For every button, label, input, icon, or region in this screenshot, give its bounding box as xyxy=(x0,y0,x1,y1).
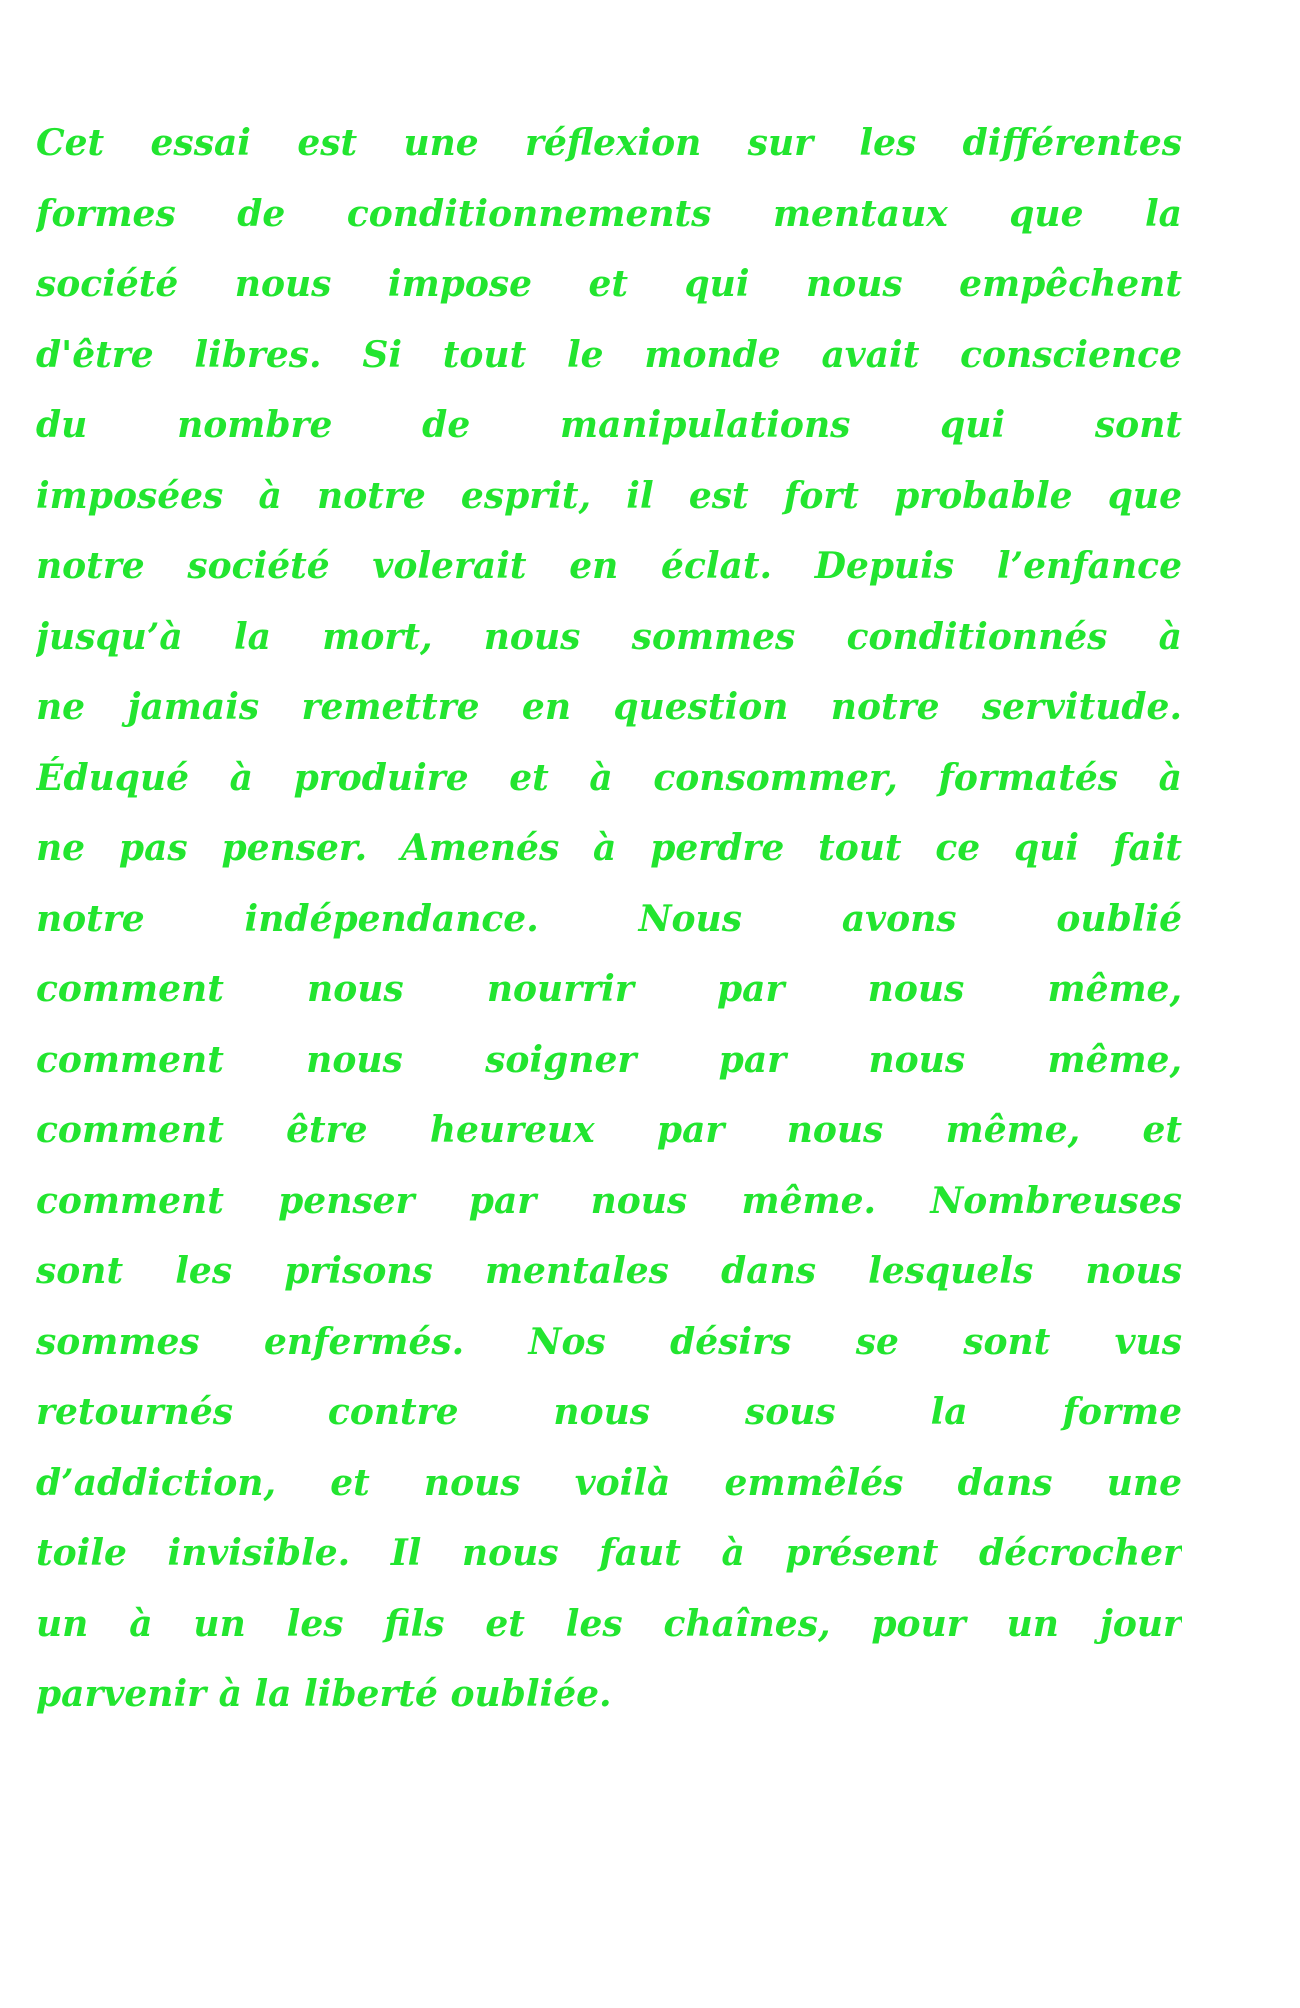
text-line-12: notre indépendance. Nous avons oublié xyxy=(36,897,1182,940)
text-line-14: comment nous soigner par nous même, xyxy=(36,1038,1182,1081)
text-line-10: Éduqué à produire et à consommer, formatés à xyxy=(36,756,1182,799)
text-line-15: comment être heureux par nous même, et xyxy=(36,1109,1182,1151)
essay-paragraph xyxy=(36,108,1182,1730)
text-line-22: un à un les fils et les chaînes, pour un jour xyxy=(36,1602,1182,1645)
text-line-23: parvenir à la liberté oubliée. xyxy=(36,1673,612,1715)
text-line-16: comment penser par nous même. Nombreuses xyxy=(36,1179,1182,1222)
text-line-13: comment nous nourrir par nous même, xyxy=(36,968,1182,1010)
text-line-3: société nous impose et qui nous empêchent xyxy=(36,263,1182,305)
text-line-6: imposées à notre esprit, il est fort probable que xyxy=(36,474,1182,517)
text-line-2: formes de conditionnements mentaux que la xyxy=(36,192,1182,235)
text-line-11: ne pas penser. Amenés à perdre tout ce qui fait xyxy=(36,827,1182,869)
text-line-8: jusqu’à la mort, nous sommes conditionnés à xyxy=(36,615,1182,658)
text-line-20: d’addiction, et nous voilà emmêlés dans une xyxy=(36,1461,1182,1504)
text-line-19: retournés contre nous sous la forme xyxy=(36,1391,1182,1433)
text-line-9: ne jamais remettre en question notre servitude. xyxy=(36,686,1182,728)
text-line-4: d'être libres. Si tout le monde avait conscience xyxy=(36,333,1182,376)
text-line-7: notre société volerait en éclat. Depuis l’enfance xyxy=(36,545,1182,587)
text-line-5: du nombre de manipulations qui sont xyxy=(36,404,1182,446)
text-line-18: sommes enfermés. Nos désirs se sont vus xyxy=(36,1320,1182,1363)
text-line-1: Cet essai est une réflexion sur les différentes xyxy=(36,122,1182,164)
text-line-17: sont les prisons mentales dans lesquels nous xyxy=(36,1250,1182,1292)
text-line-21: toile invisible. Il nous faut à présent décrocher xyxy=(36,1532,1182,1574)
